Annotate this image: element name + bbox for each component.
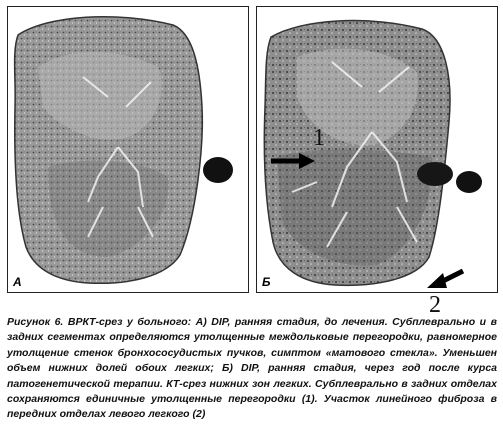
figure-caption-text: ВРКТ-срез у больного: А) DIP, ранняя стадия, до лечения. Субплеврально и в задних сегментах определяются утолщенные междольковые перегородки, равномерное утолщение стенок бронхососудистых пучков, симптом «матового стекла». Уменьшен объем нижних долей обоих легких; Б) DIP, ранняя стадия, через год после курса патогенетической терапии. КТ-срез нижних зон легких. Субплеврально в задних отделах сохраняются единичные утолщенные перегородки (1). Участок линейного фиброза в передних отделах левого легкого (2) [7, 316, 497, 421]
panel-b-label: Б [262, 275, 271, 289]
figure-caption [7, 315, 497, 423]
marker-1-label: 1 [313, 125, 325, 151]
ct-panel-b [256, 6, 498, 318]
ct-image-b [257, 7, 497, 318]
figure-caption-label: Рисунок 6. [7, 316, 64, 328]
arrow-marker-2 [427, 271, 463, 288]
ct-image-a [8, 7, 248, 292]
aorta-b [456, 171, 482, 193]
aorta-a [203, 157, 233, 183]
marker-2-label: 2 [429, 292, 441, 318]
ct-panel-a [7, 6, 249, 293]
panel-a-label: А [13, 275, 22, 289]
